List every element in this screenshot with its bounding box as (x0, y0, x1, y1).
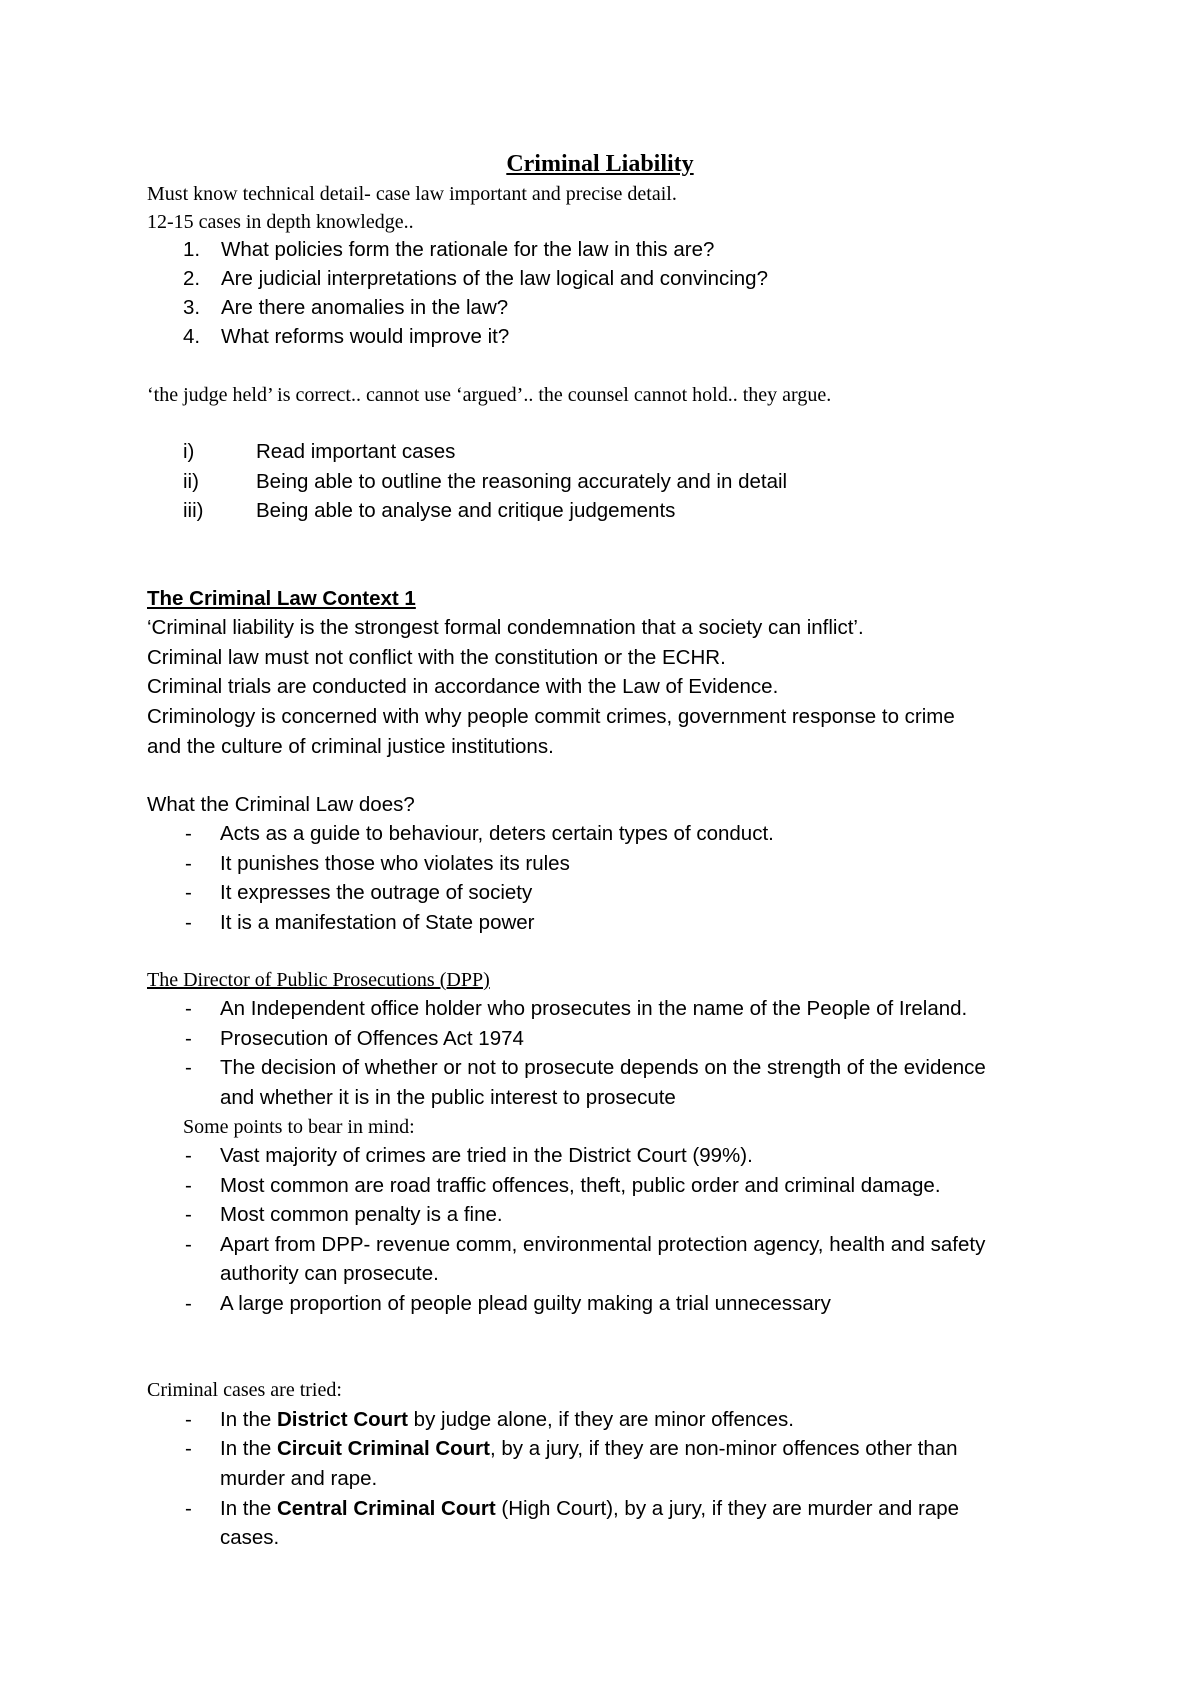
court-suffix: by judge alone, if they are minor offences. (407, 1408, 794, 1431)
roman-number: ii) (183, 470, 199, 493)
intro-line: 12-15 cases in depth knowledge.. (147, 211, 414, 233)
question-text: What reforms would improve it? (221, 325, 510, 348)
bullet-dash: - (185, 1056, 192, 1079)
context-line: Criminal trials are conducted in accordance with the Law of Evidence. (147, 675, 779, 698)
context-line: ‘Criminal liability is the strongest formal condemnation that a society can inflict’. (147, 616, 864, 639)
bullet-text: A large proportion of people plead guilty making a trial unnecessary (220, 1292, 831, 1315)
question-text: What policies form the rationale for the law in this are? (221, 238, 715, 261)
court-suffix: , by a jury, if they are non-minor offences other than (490, 1437, 958, 1460)
roman-number: iii) (183, 499, 204, 522)
bullet-dash: - (185, 911, 192, 934)
bullet-dash: - (185, 852, 192, 875)
court-name: Central Criminal Court (277, 1497, 496, 1520)
court-line-continued: murder and rape. (220, 1467, 378, 1490)
court-line-continued: cases. (220, 1526, 280, 1549)
section-heading: What the Criminal Law does? (147, 793, 415, 816)
subheading: Some points to bear in mind: (183, 1116, 415, 1138)
bullet-dash: - (185, 997, 192, 1020)
court-prefix: In the (220, 1408, 277, 1431)
bullet-text: Most common are road traffic offences, theft, public order and criminal damage. (220, 1174, 941, 1197)
bullet-dash: - (185, 1408, 192, 1431)
bullet-text: Acts as a guide to behaviour, deters certain types of conduct. (220, 822, 774, 845)
court-suffix: (High Court), by a jury, if they are murder and rape (495, 1497, 960, 1520)
section-heading: The Director of Public Prosecutions (DPP) (147, 969, 490, 991)
context-line: Criminology is concerned with why people commit crimes, government response to crime (147, 705, 955, 728)
note-text: ‘the judge held’ is correct.. cannot use ‘argued’.. the counsel cannot hold.. they argue. (147, 384, 832, 406)
question-number: 2. (183, 267, 201, 290)
bullet-text: It punishes those who violates its rules (220, 852, 570, 875)
bullet-text: The decision of whether or not to prosecute depends on the strength of the evidence (220, 1056, 986, 1079)
bullet-text: Vast majority of crimes are tried in the District Court (99%). (220, 1144, 753, 1167)
roman-text: Read important cases (256, 440, 456, 463)
bullet-dash: - (185, 1497, 192, 1520)
question-text: Are judicial interpretations of the law logical and convincing? (221, 267, 768, 290)
bullet-dash: - (185, 881, 192, 904)
bullet-dash: - (185, 1292, 192, 1315)
bullet-dash: - (185, 1174, 192, 1197)
bullet-dash: - (185, 1437, 192, 1460)
roman-text: Being able to outline the reasoning accurately and in detail (256, 470, 788, 493)
bullet-text: and whether it is in the public interest to prosecute (220, 1086, 676, 1109)
page-title: Criminal Liability (506, 151, 694, 177)
bullet-text: It is a manifestation of State power (220, 911, 535, 934)
court-line (220, 1410, 794, 1431)
court-prefix: In the (220, 1497, 277, 1520)
bullet-dash: - (185, 1203, 192, 1226)
bullet-text: authority can prosecute. (220, 1262, 439, 1285)
court-name: District Court (277, 1408, 408, 1431)
bullet-text: Apart from DPP- revenue comm, environmental protection agency, health and safety (220, 1233, 986, 1256)
question-number: 1. (183, 238, 201, 261)
court-line (220, 1439, 958, 1460)
bullet-dash: - (185, 1144, 192, 1167)
intro-line: Must know technical detail- case law important and precise detail. (147, 183, 677, 205)
bullet-text: It expresses the outrage of society (220, 881, 533, 904)
court-name: Circuit Criminal Court (277, 1437, 490, 1460)
section-heading: Criminal cases are tried: (147, 1379, 342, 1401)
bullet-text: An Independent office holder who prosecutes in the name of the People of Ireland. (220, 997, 968, 1020)
bullet-text: Most common penalty is a fine. (220, 1203, 503, 1226)
roman-text: Being able to analyse and critique judgements (256, 499, 676, 522)
context-line: Criminal law must not conflict with the constitution or the ECHR. (147, 646, 726, 669)
court-prefix: In the (220, 1437, 277, 1460)
bullet-dash: - (185, 1233, 192, 1256)
roman-number: i) (183, 440, 195, 463)
question-number: 3. (183, 296, 201, 319)
question-text: Are there anomalies in the law? (221, 296, 509, 319)
section-heading: The Criminal Law Context 1 (147, 587, 416, 610)
bullet-dash: - (185, 822, 192, 845)
court-line (220, 1499, 959, 1520)
question-number: 4. (183, 325, 201, 348)
context-line: and the culture of criminal justice institutions. (147, 735, 554, 758)
bullet-dash: - (185, 1027, 192, 1050)
bullet-text: Prosecution of Offences Act 1974 (220, 1027, 524, 1050)
